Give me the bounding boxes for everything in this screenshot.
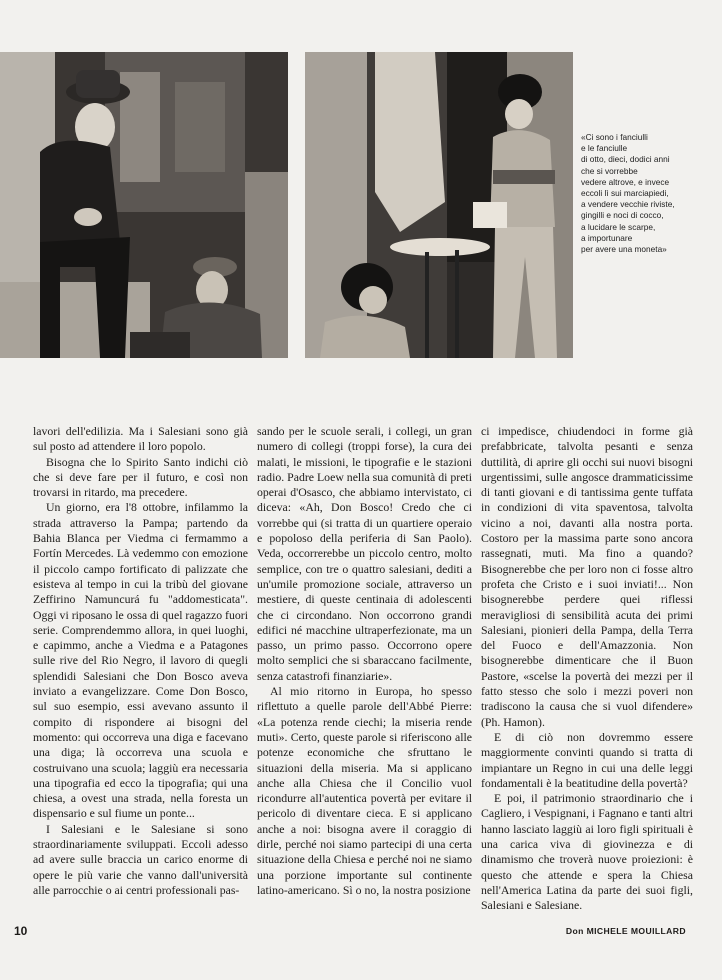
paragraph: I Salesiani e le Salesiane si sono straordinariamente sviluppati. Eccoli adesso ad avere sulle braccia un carico enorme di opere le più varie che vanno dall'università alle parrocchie o ai centri professionali pas- [33, 821, 248, 897]
photo-caption [581, 132, 721, 255]
caption-line: eccoli lì sui marciapiedi, [581, 188, 669, 199]
text-column-3 [481, 424, 693, 914]
author-signature: Don MICHELE MOUILLARD [565, 926, 686, 936]
paragraph: sando per le scuole serali, i collegi, un gran numero di collegi (troppi forse), la cura dei malati, le missioni, le tipografie e le stazioni radio. Padre Loew nella sua comunità di preti operai d'Osasco, che abbiamo intervistato, ci diceva: «Ah, Don Bosco! Credo che ci vorrebbe qui (si tratta di un quartiere operaio e popoloso della periferia di San Paolo). Veda, occorrerebbe un piccolo centro, molto semplice, con tre o quattro salesiani, dediti a un'umile promozione sociale, attraverso un mestiere, di queste centinaia di adolescenti che ci circondano. Non occorrono grandi edifici né macchine ultraperfezionate, ma un passo, un primo passo. Occorrono opere molto semplici che si sbaraccano facilmente, senza catastrofi finanziarie». [257, 424, 472, 683]
paragraph: Al mio ritorno in Europa, ho spesso riflettuto a quelle parole dell'Abbé Pierre: «La potenza rende ciechi; la miseria rende muti». Certo, queste parole si riferiscono alle potenze economiche che sfruttano le situazioni della miseria. Ma si applicano anche alla Chiesa che il Concilio vuol ricondurre all'autentica povertà per evitare il pericolo di diventare cieca. E si applicano anche a noi: bisogna avere il coraggio di dirle, perché noi siamo partecipi di una certa situazione della Chiesa e perché noi ne siamo una porzione importante sul continente latino-americano. Sì o no, la nostra posizione [257, 684, 472, 897]
paragraph: Bisogna che lo Spirito Santo indichi ciò che si deve fare per il futuro, e così non trovarsi in ritardo, ma precedere. [33, 454, 248, 500]
caption-line: per avere una moneta» [581, 244, 667, 255]
paragraph: E di ciò non dovremmo essere maggiormente convinti quando si tratta di impiantare un Regno in cui una delle leggi fondamentali è la beatitudine della povertà? [481, 729, 693, 790]
text-column-2 [257, 424, 472, 898]
page-number: 10 [14, 924, 28, 938]
caption-line: gingilli e noci di cocco, [581, 210, 664, 221]
paragraph: Un giorno, era l'8 ottobre, infilammo la strada attraverso la Pampa; partendo da Bahia Blanca per Viedma ci fermammo a Fortín Mercedes. Là vedemmo con emozione il piccolo campo fortificato di palizzate che esisteva al tempo in cui la tribù del giovane Zeffirino Namuncurá fu "addomesticata". Oggi vi riposano le ossa di quel ragazzo fuori serie. Comprendemmo allora, in quei luoghi, e capimmo, anche a Viedma e a Patagones sulle rive del Rio Negro, il lavoro di quegli splendidi Salesiani che Don Bosco aveva inviato a evangelizzare. Come Don Bosco, sul suo esempio, essi avevano assunto il compito di rispondere ai bisogni del momento: qui occorreva una diga e facevano una diga; là occorreva una scuola e costruivano una scuola; laggiù era necessaria una tipografia ed ecco la tipografia; qui una chiesa, a ovest una strada, nella foresta un dispensario e sul fiume un ponte... [33, 500, 248, 821]
caption-line: a importunare [581, 232, 633, 243]
paragraph: E poi, il patrimonio straordinario che i Cagliero, i Vespignani, i Fagnano e tanti altri hanno lasciato laggiù ai loro figli spirituali è una carica viva di giovinezza e di dinamismo che troverà nuove proiezioni: è questo che attende e spera la Chiesa nell'America Latina da parte dei suoi figli, Salesiani e Salesiane. [481, 791, 693, 913]
caption-line: di otto, dieci, dodici anni [581, 154, 670, 165]
street-vendors-scene-image [305, 52, 573, 358]
caption-line: a vendere vecchie riviste, [581, 199, 675, 210]
text-column-1 [33, 424, 248, 898]
paragraph: lavori dell'edilizia. Ma i Salesiani sono già sul posto ad attendere il loro popolo. [33, 424, 248, 454]
caption-line: vedere altrove, e invece [581, 176, 670, 187]
photo-street-shoeshine [0, 52, 288, 358]
photo-street-vendors [305, 52, 573, 358]
shoeshine-scene-image [0, 52, 288, 358]
caption-line: che si vorrebbe [581, 165, 638, 176]
caption-line: a lucidare le scarpe, [581, 221, 656, 232]
caption-line: e le fanciulle [581, 143, 628, 154]
paragraph: ci impedisce, chiudendoci in forme già prefabbricate, talvolta pesanti e senza duttilità, di aprire gli occhi sui nuovi bisogni urgentissimi, sulle angosce drammaticissime di tanti giovani e di tantissima gente tuffata in condizioni di vita spaventosa, talvolta vicino a noi, davanti alla nostra porta. Costoro per la massima parte sono ancora rassegnati, muti. Ma fino a quando? Bisognerebbe che per loro non ci fosse altro profeta che Cristo e i suoi inviati!... Non bisognerebbe perdere quei riflessi meravigliosi di sensibilità acuta dei primi Salesiani, pionieri della Pampa, della Terra del Fuoco e dell'Amazzonia. Non bisognerebbe dimenticare che il Buon Pastore, «scelse la povertà dei mezzi per il fatto stesso che solo i mezzi poveri non tradiscono la causa che si vuol difendere» (Ph. Hamon). [481, 424, 693, 729]
caption-line: «Ci sono i fanciulli [581, 132, 648, 142]
